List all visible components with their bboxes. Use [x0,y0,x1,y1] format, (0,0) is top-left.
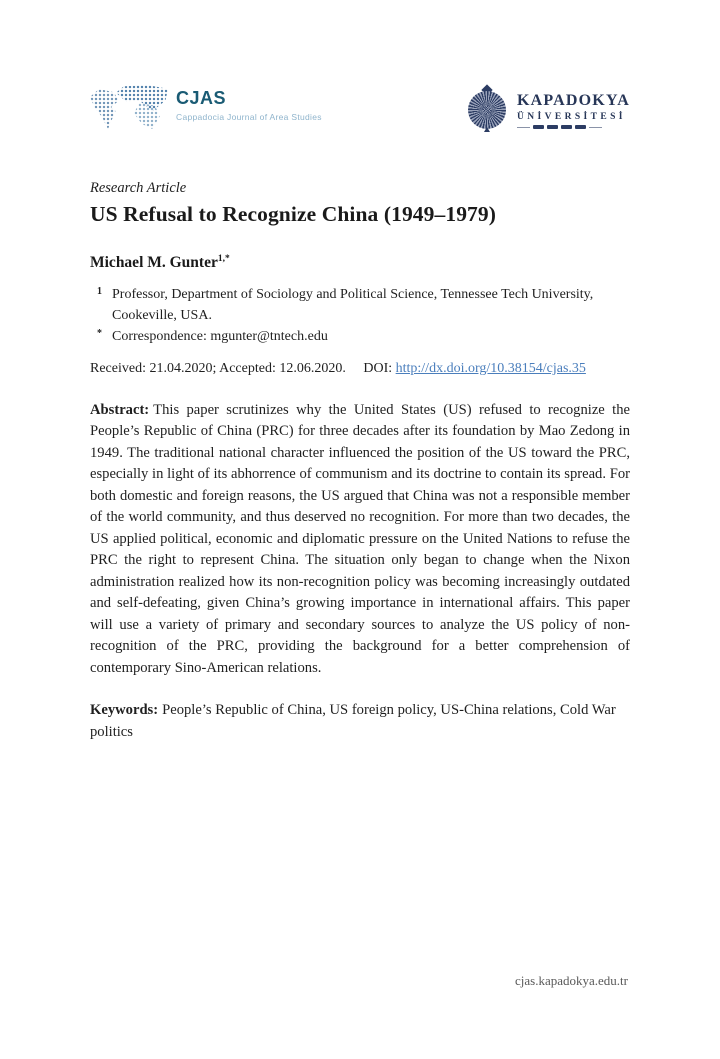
abstract-paragraph [90,400,630,680]
correspondence-marker: * [97,328,102,340]
university-motto-marks [517,125,630,129]
author-marker: 1,* [217,254,230,264]
keywords-text: People’s Republic of China, US foreign policy, US-China relations, Cold War politics [90,702,616,740]
page-header [90,84,630,136]
article-type-label: Research Article [90,180,187,196]
kapadokya-university-logo [466,86,630,132]
university-wordmark [517,86,630,129]
affiliation-marker: 1 [97,286,102,298]
received-accepted-text: Received: 21.04.2020; Accepted: 12.06.2020. [90,360,346,376]
abstract-text: This paper scrutinizes why the United States (US) refused to recognize the People’s Republic of China (PRC) for three decades after its foundation by Mao Zedong in 1949. The traditional national character influenced the position of the US toward the PRC, especially in light of its abhorrence of communism and its doctrine to contain its spread. For both domestic and foreign reasons, the US argued that China was not a responsible member of the world community, and thus deserved no recognition. For more than two decades, the US applied political, economic and diplomatic pressure on the United Nations to refuse the PRC the right to represent China. The situation only began to change when the Nixon administration realized how its non-recognition policy was becoming increasingly outdated and self-defeating, given China’s growing importance in international affairs. This paper will use a variety of primary and secondary sources to analyze the US policy of non-recognition of the PRC, providing the background for a better comprehension of contemporary Sino-American relations. [90,401,630,676]
affiliation-text: Professor, Department of Sociology and Political Science, Tennessee Tech University, Cookeville, USA. [112,287,594,323]
author-line [90,254,630,272]
university-subtitle: ÜNİVERSİTESİ [516,112,626,122]
dates-line [90,361,630,377]
correspondence-text: Correspondence: mgunter@tntech.edu [112,329,328,345]
affiliation-row [90,285,630,326]
university-emblem-icon [466,86,510,132]
journal-tagline: Cappadocia Journal of Area Studies [176,112,322,122]
affiliation-block [90,285,630,348]
cjas-journal-logo [90,84,322,131]
journal-footer-url: cjas.kapadokya.edu.tr [515,973,628,988]
author-name: Michael M. Gunter [90,254,218,272]
cjas-wordmark [176,84,322,122]
keywords-label: Keywords: [90,702,159,719]
emblem-fan [468,91,506,129]
map-americas-dots [90,89,120,129]
abstract-label: Abstract: [90,401,150,418]
correspondence-row [90,327,630,348]
university-name: KAPADOKYA [516,92,630,109]
world-map-icon [90,85,168,131]
doi-link[interactable]: http://dx.doi.org/10.38154/cjas.35 [395,360,586,376]
keywords-paragraph [90,700,630,743]
journal-acronym: CJAS [176,88,227,108]
doi-label: DOI: [363,360,393,376]
article-title: US Refusal to Recognize China (1949–1979) [90,202,497,226]
